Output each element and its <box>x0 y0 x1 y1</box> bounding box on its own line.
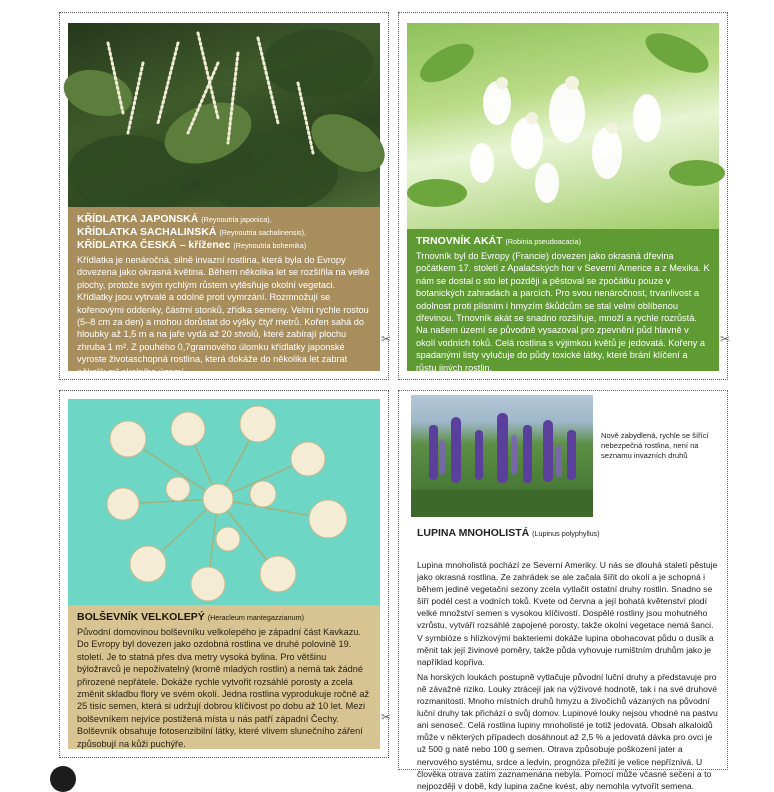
lupina-paragraph-1: Lupina mnoholistá pochází ze Severní Ameriky. U nás se dlouhá staletí pěstuje jako okrasná rostlina. Ze zahrádek se ale začala šířit do okolí a je schopná i během jediné vegetační sezony zcela vytlačit ostatní druhy rostlin. Snadno se šíří podél cest a vodních toků. Kvete od června a její bohatá květenství plodí velké množství semen s vysokou klíčivostí. Dospělé rostliny jsou mohutného vzrůstu, vytváří rozsáhlé zapojené porosty, takže okolní vegetace nemá šanci. V symbióze s hlízkovými bakteriemi dokáže lupina obohacovat půdu o dusík a měnit tak její živinové poměry, takže půda vyhovuje rumištním druhům jako je například kopřiva. <box>417 560 718 667</box>
kridlatka-textbox <box>68 207 380 377</box>
kridlatka-body: Křídlatka je nenáročná, silně invazní rostlina, která byla do Evropy dovezena jako okrasná květina. Během několika let se rozšířila na velké plochy, protože svým rychlým růstem vytěsňuje okolní vegetaci. Křídlatky jsou vytrvalé a odolné proti vymrzání. Rozmnožují se kořenovými oddenky, částmi stonků, zřídka semeny. Velmi rychle rostou (5–8 cm za den) a mohou dorůstat do výšky čtyř metrů. Kořen sahá do hloubky až 1,5 m a na jaře vydá až 20 stvolů, které zabírají plochu zhruba 1 m². Z pouhého 0,7gramového úlomku křídlatky japonské vyroste životaschopná rostlina, která dokáže do několika let zabrat několik m² okolního území. <box>77 255 370 377</box>
locust-photo <box>407 23 719 229</box>
bolsevnik-textbox <box>68 605 380 749</box>
kridlatka-title-1: KŘÍDLATKA JAPONSKÁ (Reynoutria japonica), <box>77 213 272 225</box>
kridlatka-title-3: KŘÍDLATKA ČESKÁ – kříženec (Reynoutria bohemika) <box>77 239 307 251</box>
bolsevnik-title: BOLŠEVNÍK VELKOLEPÝ (Heracleum mantegazzianum) <box>77 611 304 623</box>
lupine-photo <box>411 395 593 517</box>
lupine-illustration <box>411 395 593 517</box>
scissors-icon: ✂ <box>381 332 392 346</box>
lupine-caption: Nově zabydlená, rychle se šířící nebezpečná rostlina, není na seznamu invazních druhů <box>601 431 709 460</box>
page-corner-mark <box>50 766 76 792</box>
knotweed-illustration <box>68 23 380 207</box>
card-trnovnik <box>398 12 731 380</box>
kridlatka-title-2: KŘÍDLATKA SACHALINSKÁ (Reynoutria sachalinensis), <box>77 226 307 238</box>
scissors-icon: ✂ <box>381 710 392 724</box>
trnovnik-textbox <box>407 229 719 371</box>
hogweed-photo <box>68 399 380 605</box>
lupina-title: LUPINA MNOHOLISTÁ (Lupinus polyphyllus) <box>417 527 600 539</box>
card-lupina <box>398 390 728 791</box>
knotweed-photo <box>68 23 380 207</box>
card-bolsevnik <box>59 390 392 758</box>
scissors-icon: ✂ <box>720 332 731 346</box>
trnovnik-body: Trnovník byl do Evropy (Francie) dovezen jako okrasná dřevina počátkem 17. století z Apalačských hor v Severní Americe a z Mexika. K nám se dostal o sto let později a pěstoval se zpočátku pouze v botanických zahradách a parcích. Pro svou nenáročnost, trvanlivost a odolnost proti plísním i hmyzím škůdcům se stal velmi oblíbenou dřevinou. Trnovník akát se snadno rozšiřuje, množí a rychle rozrůstá. Na našem území se původně vysazoval pro zpevnění půd hlavně v okolí vodních toků. Celá rostlina s výjimkou květů je jedovatá. Kořeny a spadanými listy vylučuje do půdy toxické látky, které brání klíčení a růstu jiných rostlin. <box>416 251 710 373</box>
trnovnik-title: TRNOVNÍK AKÁT (Robinia pseudoacacia) <box>416 235 581 247</box>
lupina-body <box>417 559 721 792</box>
locust-illustration <box>407 23 719 229</box>
lupina-paragraph-2: Na horských loukách postupně vytlačuje původní luční druhy a představuje pro ně závažné riziko. Louky ztrácejí jak na výživové hodnotě, tak i na své druhové rozmanitosti. Mnoho místních druhů hmyzu a živočichů vázaných na původní luční druhy tak přichází o svůj domov. Lupinové louky nejsou vhodné na pastvu ani senoseč. Celá rostlina lupiny mnoholisté je totiž jedovatá. Obsah alkaloidů může v některých případech dosáhnout až 2,5 % a jedovatá dávka pro ovci je už 500 g natě nebo 100 g semen. Otrava způsobuje poškození jater a nervového systému, srdce a ledvin, prognóza přežití je velice nepříznivá. U člověka otrava zatím zaznamenána nebyla. Pomocí může včasné sečení a to nejpozději v době, kdy lupina začne kvést, aby nemohla vytvořit semena. <box>417 671 718 791</box>
bolsevnik-body: Původní domovinou bolševníku velkolepého je západní část Kavkazu. Do Evropy byl dovezen jako ozdobná rostlina ve druhé polovině 19. století. Je to statná přes dva metry vysoká bylina. Pro většinu býložravců je nepoživatelný (kromě mladých rostlin) a nemá tak žádné přirozené nepřátele. Dokáže rychle vytvořit rozsáhlé porosty a zcela změnit skladbu flory ve svém okolí. Jedna rostlina vyprodukuje ročně až 25 tisíc semen, která si udržují dobrou klíčivost po dobu až 10 let. Mezi bolševníkem nejvíce postižená místa u nás patří západní Čechy. Bolševník obsahuje fotosenzibilní látky, které vlivem slunečního záření způsobují na kůži puchýře. <box>77 627 370 749</box>
card-kridlatka <box>59 12 392 380</box>
hogweed-illustration <box>68 399 380 605</box>
